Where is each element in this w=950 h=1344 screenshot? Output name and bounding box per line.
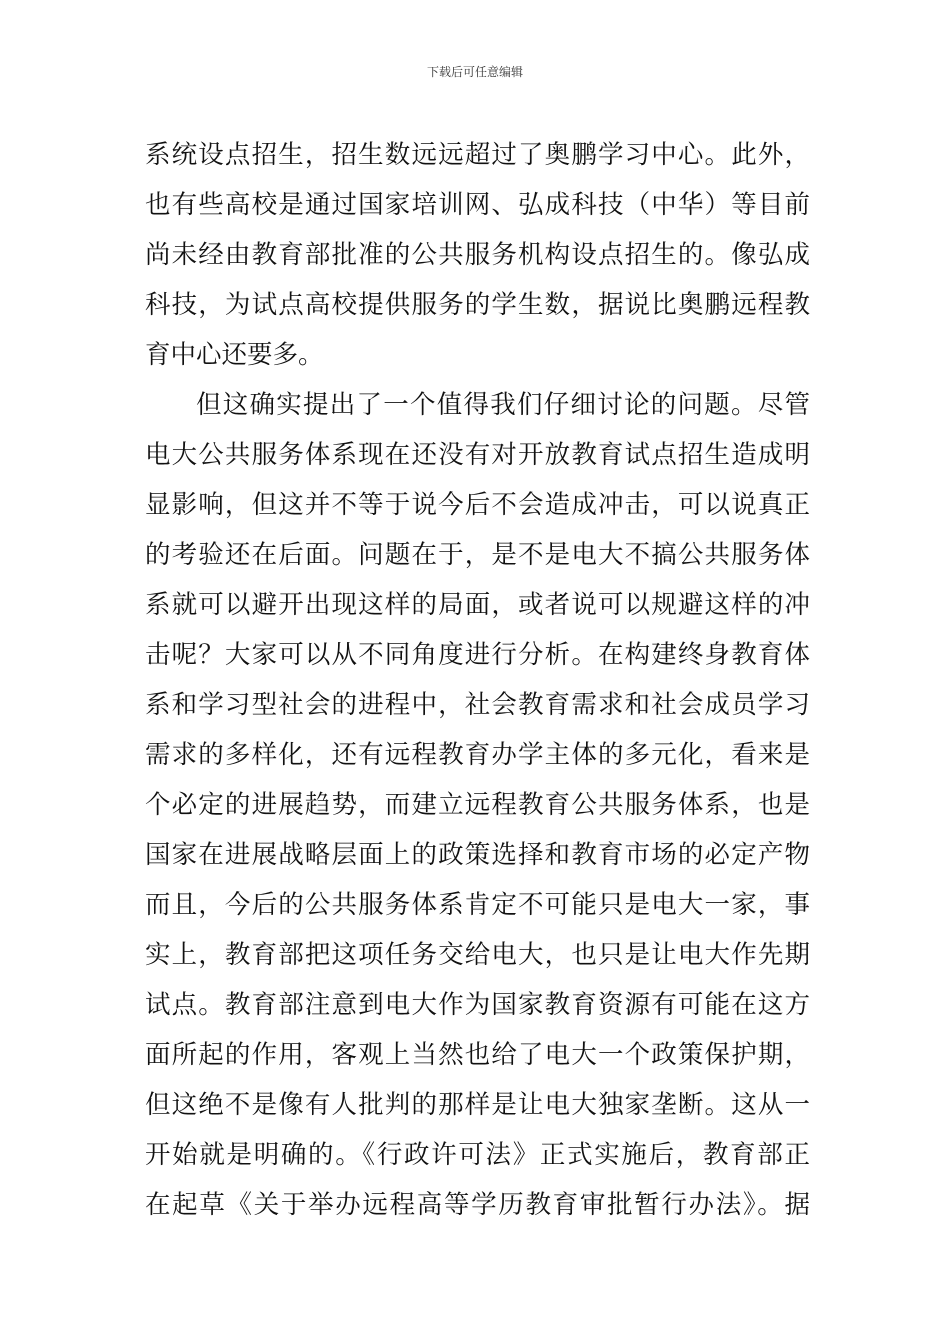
- text-line: 系统设点招生，招生数远远超过了奥鹏学习中心。此外，: [145, 140, 810, 170]
- text-line: 试点。教育部注意到电大作为国家教育资源有可能在这方: [145, 990, 810, 1020]
- text-line: 国家在进展战略层面上的政策选择和教育市场的必定产物: [145, 840, 810, 870]
- text-line: 系就可以避开出现这样的局面，或者说可以规避这样的冲: [145, 590, 810, 620]
- text-line: 尚未经由教育部批准的公共服务机构设点招生的。像弘成: [145, 240, 810, 270]
- paragraph-1: [145, 130, 810, 380]
- text-line: 面所起的作用，客观上当然也给了电大一个政策保护期，: [145, 1040, 810, 1070]
- text-line: 开始就是明确的。《行政许可法》正式实施后，教育部正: [145, 1140, 810, 1170]
- text-line: 需求的多样化，还有远程教育办学主体的多元化，看来是: [145, 740, 810, 770]
- document-body: [145, 130, 810, 1230]
- text-line: 系和学习型社会的进程中，社会教育需求和社会成员学习: [145, 690, 810, 720]
- text-line: 的考验还在后面。问题在于，是不是电大不搞公共服务体: [145, 540, 810, 570]
- text-line: 个必定的进展趋势，而建立远程教育公共服务体系，也是: [145, 790, 810, 820]
- text-line: 育中心还要多。: [145, 340, 324, 370]
- text-line: 实上，教育部把这项任务交给电大，也只是让电大作先期: [145, 940, 810, 970]
- text-line: 但这确实提出了一个值得我们仔细讨论的问题。尽管: [196, 390, 810, 420]
- paragraph-2: [145, 380, 810, 1230]
- text-line: 击呢？大家可以从不同角度进行分析。在构建终身教育体: [145, 640, 810, 670]
- text-line: 电大公共服务体系现在还没有对开放教育试点招生造成明: [145, 440, 810, 470]
- text-line: 而且，今后的公共服务体系肯定不可能只是电大一家，事: [145, 890, 810, 920]
- text-line: 在起草《关于举办远程高等学历教育审批暂行办法》。据: [145, 1190, 810, 1220]
- page-header: 下载后可任意编辑: [426, 65, 523, 79]
- text-line: 但这绝不是像有人批判的那样是让电大独家垄断。这从一: [145, 1090, 810, 1120]
- text-line: 显影响，但这并不等于说今后不会造成冲击，可以说真正: [145, 490, 810, 520]
- text-line: 也有些高校是通过国家培训网、弘成科技（中华）等目前: [145, 190, 810, 220]
- text-line: 科技，为试点高校提供服务的学生数，据说比奥鹏远程教: [145, 290, 810, 320]
